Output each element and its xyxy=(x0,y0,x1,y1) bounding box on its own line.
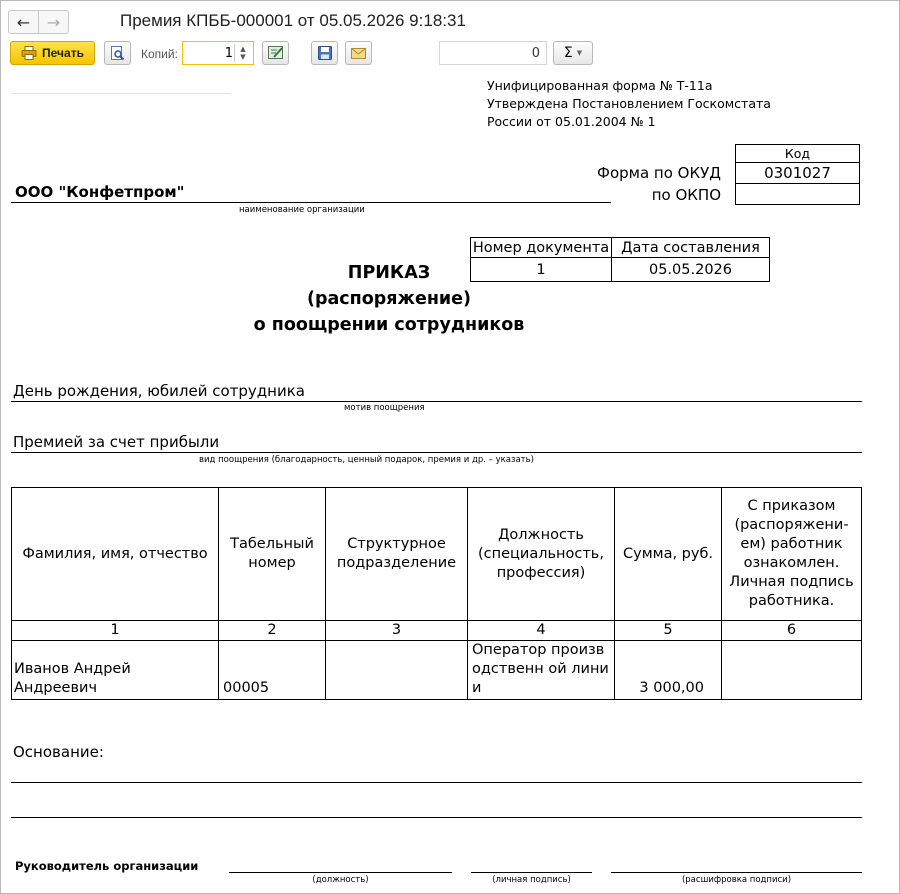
table-header-row xyxy=(12,488,862,621)
column-header-department: Структурное подразделение xyxy=(326,488,468,621)
copies-label: Копий: xyxy=(141,47,178,61)
title-line: ПРИКАЗ xyxy=(347,263,431,283)
sum-mode-button[interactable] xyxy=(553,41,593,65)
employee-name: Иванов Андрей Андреевич xyxy=(12,641,219,700)
reward-underline xyxy=(11,452,862,453)
motive-caption: мотив поощрения xyxy=(344,403,425,413)
title-line: (распоряжение) xyxy=(306,289,472,309)
document-number: 1 xyxy=(471,258,612,282)
selection-sum-field[interactable]: 0 xyxy=(439,41,547,65)
form-header xyxy=(487,77,771,131)
table-row xyxy=(12,641,862,700)
print-area-marker xyxy=(11,73,231,94)
column-header-tab-number: Табельный номер xyxy=(219,488,326,621)
code-header: Код xyxy=(735,144,860,163)
column-number: 2 xyxy=(219,621,326,641)
decoding-signature-line xyxy=(611,872,862,873)
okud-label: Форма по ОКУД xyxy=(597,164,721,182)
envelope-icon xyxy=(351,48,366,59)
preview-button[interactable] xyxy=(104,41,131,65)
decoding-caption: (расшифровка подписи) xyxy=(681,875,792,885)
personal-signature-line xyxy=(471,872,592,873)
print-button-label: Печать xyxy=(42,46,84,60)
basis-label: Основание: xyxy=(13,743,104,761)
form-header-line: Утверждена Постановлением Госкомстата xyxy=(487,96,771,111)
personal-signature-caption: (личная подпись) xyxy=(492,875,571,885)
okpo-label: по ОКПО xyxy=(651,186,721,204)
reward-value: Премией за счет прибыли xyxy=(13,433,220,451)
column-header-amount: Сумма, руб. xyxy=(615,488,722,621)
copies-value: 1 xyxy=(224,45,233,61)
employees-table xyxy=(11,487,862,700)
column-number: 5 xyxy=(615,621,722,641)
navigation-buttons xyxy=(8,10,69,34)
reward-caption: вид поощрения (благодарность, ценный подарок, премия и др. – указать) xyxy=(199,455,534,465)
document-title xyxy=(214,260,564,338)
motive-value: День рождения, юбилей сотрудника xyxy=(13,382,305,400)
edit-document-icon xyxy=(268,46,284,60)
print-button[interactable] xyxy=(10,41,95,65)
motive-underline xyxy=(11,401,862,402)
employee-signature xyxy=(722,641,862,700)
save-button[interactable] xyxy=(311,41,338,65)
basis-line xyxy=(11,782,862,783)
save-icon xyxy=(318,46,332,60)
employee-tab-number: 00005 xyxy=(219,641,326,700)
position-signature-line xyxy=(229,872,452,873)
document-sheet xyxy=(9,73,874,893)
okpo-value xyxy=(735,183,860,205)
printer-icon xyxy=(21,46,37,60)
forward-button[interactable] xyxy=(38,11,68,33)
document-date: 05.05.2026 xyxy=(612,258,770,282)
title-line: о поощрении сотрудников xyxy=(253,315,525,335)
column-header-signature: С приказом (распоряжени-ем) работник ознакомлен. Личная подпись работника. xyxy=(722,488,862,621)
edit-button[interactable] xyxy=(262,41,289,65)
document-number-label: Номер документа xyxy=(471,238,612,258)
form-header-line: Унифицированная форма № Т-11а xyxy=(487,78,713,93)
basis-line xyxy=(11,817,862,818)
dropdown-arrow-icon: ▼ xyxy=(576,49,583,57)
sigma-icon: Σ xyxy=(563,45,573,61)
copies-input[interactable] xyxy=(182,41,254,65)
organization-underline xyxy=(11,202,611,203)
window-title: Премия КПББ-000001 от 05.05.2026 9:18:31 xyxy=(120,11,466,30)
head-of-organization-label: Руководитель организации xyxy=(15,859,199,873)
employee-department xyxy=(326,641,468,700)
position-caption: (должность) xyxy=(312,875,369,885)
column-number: 3 xyxy=(326,621,468,641)
column-numbers-row xyxy=(12,621,862,641)
employee-amount: 3 000,00 xyxy=(615,641,722,700)
back-button[interactable] xyxy=(9,11,38,33)
organization-caption: наименование организации xyxy=(239,205,365,215)
send-email-button[interactable] xyxy=(345,41,372,65)
arrow-right-icon: → xyxy=(46,12,61,32)
arrow-left-icon: ← xyxy=(16,12,31,32)
column-header-position: Должность (специальность, профессия) xyxy=(468,488,615,621)
okud-value: 0301027 xyxy=(735,162,860,184)
form-header-line: России от 05.01.2004 № 1 xyxy=(487,114,656,129)
preview-icon xyxy=(110,46,125,61)
employee-position: Оператор производственн ой линии xyxy=(468,641,615,700)
organization-name: ООО "Конфетпром" xyxy=(15,183,185,201)
copies-spinner[interactable]: ▲ ▼ xyxy=(234,44,251,62)
column-number: 1 xyxy=(12,621,219,641)
column-number: 6 xyxy=(722,621,862,641)
document-date-label: Дата составления xyxy=(612,238,770,258)
column-header-name: Фамилия, имя, отчество xyxy=(12,488,219,621)
column-number: 4 xyxy=(468,621,615,641)
